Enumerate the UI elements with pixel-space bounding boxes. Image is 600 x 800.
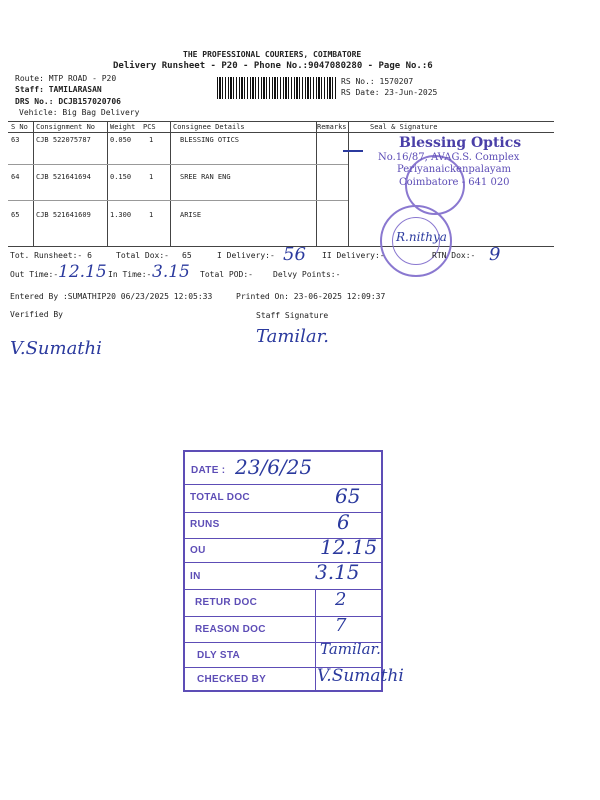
shop-stamp-name: Blessing Optics (399, 135, 522, 151)
shop-stamp-line3: Coimbatore - 641 020 (399, 177, 510, 188)
row-consignee: SREE RAN ENG (180, 173, 231, 181)
row-consignment: CJB 521641609 (36, 211, 91, 219)
delvy-points: Delvy Points:- (273, 270, 341, 279)
col-consignee: Consignee Details (173, 123, 245, 131)
row-sno: 65 (11, 211, 20, 219)
row-weight: 0.050 (110, 136, 132, 144)
row-consignee: ARISE (180, 211, 202, 219)
drs-number: DRS No.: DCJB157020706 (15, 97, 121, 106)
stamp-dly-status-value: Tamilar. (320, 640, 381, 658)
stamp-checked-by-label: CHECKED BY (197, 674, 267, 685)
stamp-total-doc-value: 65 (335, 484, 361, 508)
out-time-hand: 12.15 (58, 262, 107, 282)
row-pcs: 1 (149, 211, 154, 219)
rtn-dox-hand: 9 (489, 244, 501, 265)
col-pcs: PCS (143, 123, 156, 131)
verified-by-label: Verified By (10, 310, 63, 319)
row-pcs: 1 (149, 173, 154, 181)
tot-runsheet: Tot. Runsheet:- 6 (10, 251, 92, 260)
stamp-reason-label: REASON DOC (195, 624, 266, 635)
staff-signature: Tamilar. (256, 326, 330, 347)
stamp-return-label: RETUR DOC (195, 597, 258, 608)
vehicle: Vehicle: Big Bag Delivery (19, 108, 140, 117)
stamp-out-value: 12.15 (320, 535, 378, 559)
row-sno: 63 (11, 136, 20, 144)
printed-on: Printed On: 23-06-2025 12:09:37 (236, 292, 386, 301)
rs-number: RS No.: 1570207 (341, 77, 414, 86)
row-weight: 0.150 (110, 173, 132, 181)
entered-by: Entered By :SUMATHIP20 06/23/2025 12:05:33 (10, 292, 213, 301)
stamp-return-value: 2 (335, 589, 347, 610)
company-name: THE PROFESSIONAL COURIERS, COIMBATORE (183, 50, 362, 59)
barcode (217, 77, 337, 99)
runsheet-title: Delivery Runsheet - P20 - Phone No.:9047080280 - Page No.:6 (113, 61, 433, 71)
staff: Staff: TAMILARASAN (15, 85, 102, 94)
col-seal: Seal & Signature (370, 123, 438, 131)
row-consignment: CJB 522075787 (36, 136, 91, 144)
total-dox-label: Total Dox:- (116, 251, 169, 260)
summary-stamp (183, 450, 404, 692)
in-time-hand: 3.15 (152, 262, 190, 282)
stamp-in-value: 3.15 (315, 560, 360, 584)
stamp-out-label: OU (190, 545, 206, 556)
col-consignment: Consignment No (36, 123, 96, 131)
in-time-label: In Time:- (108, 270, 152, 279)
stamp-runsheet-value: 6 (337, 510, 350, 534)
receiver-signature: R.nithya (396, 230, 447, 244)
staff-signature-label: Staff Signature (256, 311, 329, 320)
stamp-reason-value: 7 (335, 615, 347, 636)
stamp-date-value: 23/6/25 (235, 455, 313, 479)
shop-stamp-line1: No.16/87, AVAG.S. Complex (378, 152, 520, 163)
stamp-in-label: IN (190, 571, 201, 582)
row-weight: 1.300 (110, 211, 132, 219)
total-pod: Total POD:- (200, 270, 253, 279)
row-sno: 64 (11, 173, 20, 181)
rs-date: RS Date: 23-Jun-2025 (341, 88, 438, 97)
stamp-date-label: DATE : (191, 465, 226, 476)
remark-mark (343, 150, 363, 152)
stamp-dly-status-label: DLY STA (197, 650, 241, 661)
stamp-total-doc-label: TOTAL DOC (190, 492, 250, 503)
col-sno: S No (11, 123, 28, 131)
i-delivery-hand: 56 (283, 244, 306, 265)
stamp-runsheet-label: RUNS (190, 519, 220, 530)
out-time-label: Out Time:- (10, 270, 59, 279)
row-pcs: 1 (149, 136, 154, 144)
route: Route: MTP ROAD - P20 (15, 74, 117, 83)
stamp-checked-by-value: V.Sumathi (317, 666, 404, 686)
row-consignee: BLESSING OTICS (180, 136, 240, 144)
ii-delivery-label: II Delivery:- (322, 251, 385, 260)
rtn-dox-label: RTN Dox:- (432, 251, 476, 260)
row-consignment: CJB 521641694 (36, 173, 91, 181)
verified-signature: V.Sumathi (10, 338, 102, 359)
col-remarks: Remarks (317, 123, 347, 131)
shop-stamp-line2: Periyanaickenpalayam (397, 164, 512, 175)
total-dox-value: 65 (182, 251, 192, 260)
i-delivery-label: I Delivery:- (217, 251, 275, 260)
col-weight: Weight (110, 123, 136, 131)
